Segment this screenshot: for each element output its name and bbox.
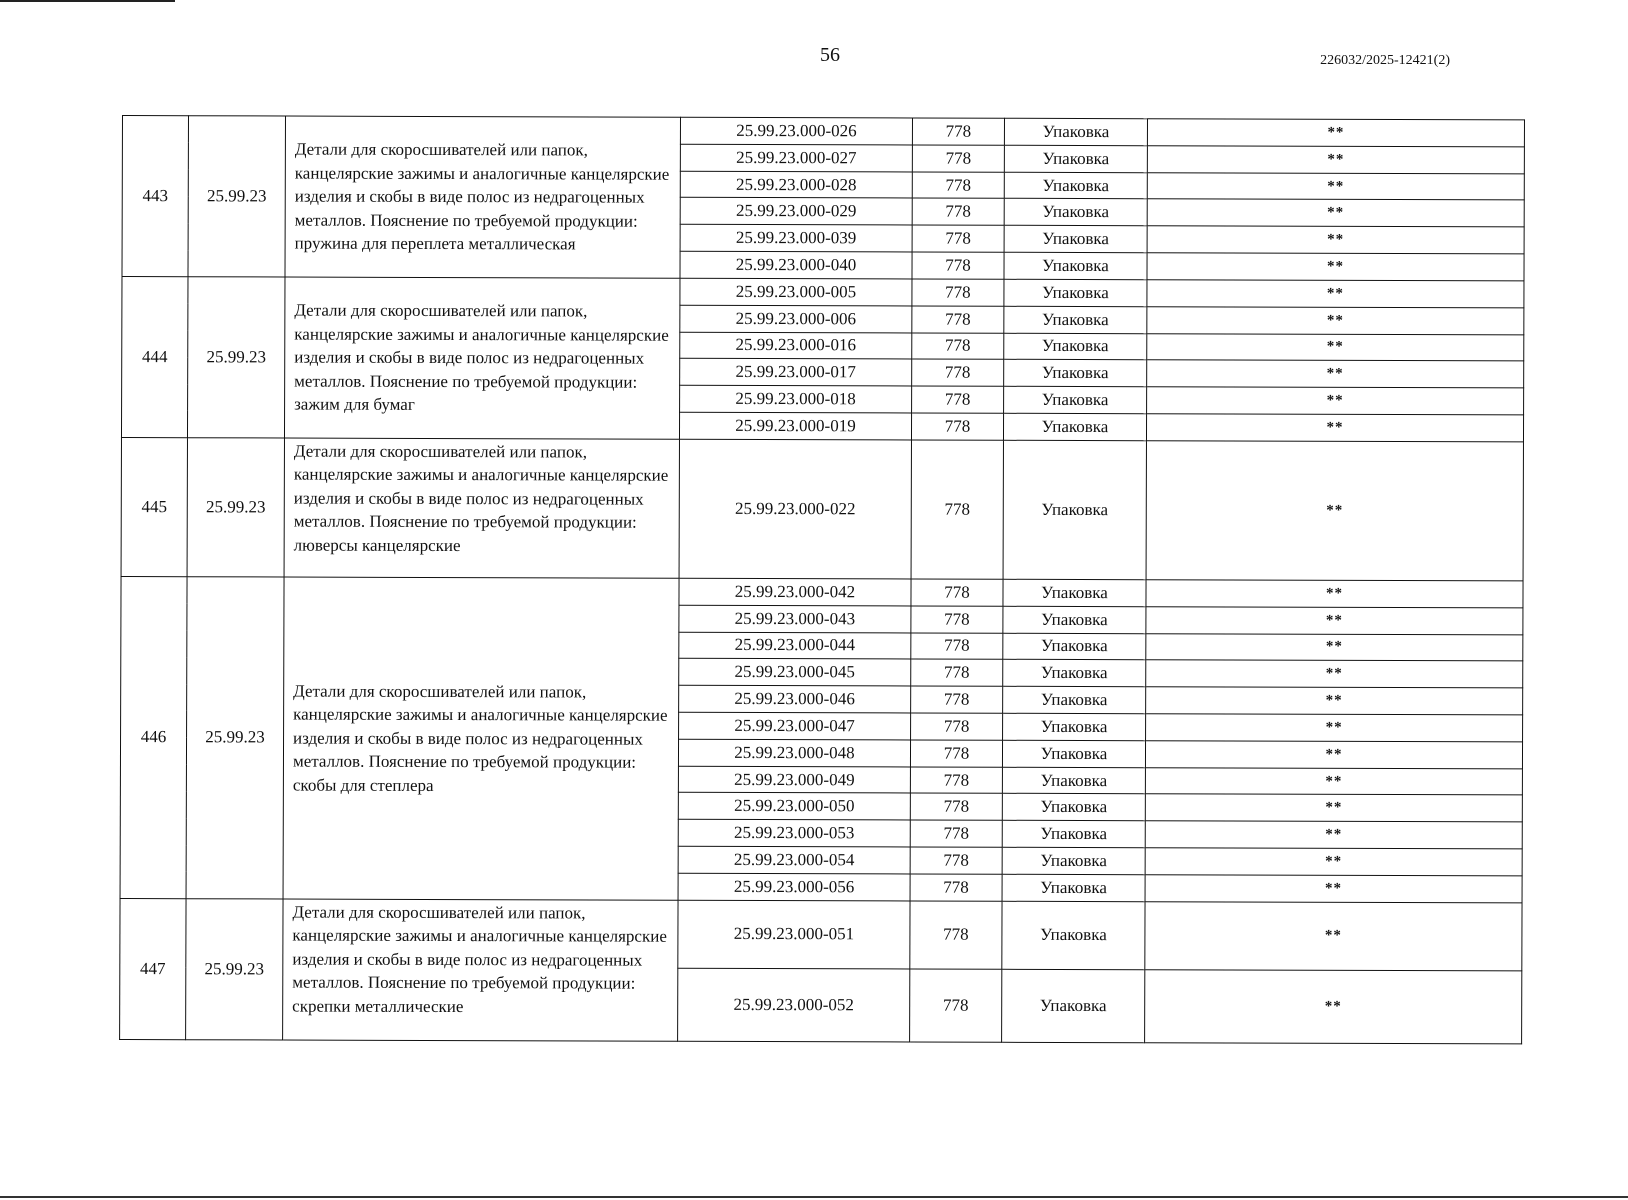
okei-code: 778 <box>910 969 1002 1042</box>
ktru-code: 25.99.23.000-044 <box>679 632 911 660</box>
unit-name: Упаковка <box>1004 172 1147 199</box>
mark-cell: ** <box>1147 306 1524 334</box>
okei-code: 778 <box>912 225 1004 252</box>
mark-cell: ** <box>1147 172 1524 200</box>
okei-code: 778 <box>912 332 1004 359</box>
mark-cell: ** <box>1145 821 1522 849</box>
unit-name: Упаковка <box>1002 969 1145 1042</box>
unit-name: Упаковка <box>1004 386 1147 413</box>
ktru-code: 25.99.23.000-029 <box>680 198 912 226</box>
okei-code: 778 <box>912 172 1004 199</box>
mark-cell: ** <box>1147 146 1524 174</box>
unit-name: Упаковка <box>1002 767 1145 794</box>
unit-name: Упаковка <box>1002 874 1145 901</box>
table-row <box>121 576 1523 607</box>
okpd-code: 25.99.23 <box>188 116 286 277</box>
unit-name: Упаковка <box>1003 660 1146 687</box>
unit-name: Упаковка <box>1004 199 1147 226</box>
okei-code: 778 <box>912 386 1004 413</box>
mark-cell: ** <box>1147 387 1524 415</box>
okpd-code: 25.99.23 <box>186 898 283 1040</box>
unit-name: Упаковка <box>1002 740 1145 767</box>
okpd-code: 25.99.23 <box>186 577 284 899</box>
okei-code: 778 <box>911 606 1003 633</box>
document-id: 226032/2025-12421(2) <box>1320 53 1450 68</box>
unit-name: Упаковка <box>1004 252 1147 279</box>
ktru-code: 25.99.23.000-039 <box>680 225 912 253</box>
mark-cell: ** <box>1147 360 1524 388</box>
unit-name: Упаковка <box>1004 360 1147 387</box>
mark-cell: ** <box>1147 119 1524 147</box>
okei-code: 778 <box>912 306 1004 333</box>
okei-code: 778 <box>911 440 1003 579</box>
mark-cell: ** <box>1147 280 1524 308</box>
top-rule <box>0 0 175 2</box>
okpd-code: 25.99.23 <box>187 277 285 438</box>
ktru-code: 25.99.23.000-005 <box>680 278 912 306</box>
ktru-code: 25.99.23.000-046 <box>679 685 911 713</box>
ktru-code: 25.99.23.000-027 <box>680 144 912 172</box>
table-row <box>122 276 1524 307</box>
ktru-code: 25.99.23.000-042 <box>679 578 911 606</box>
ktru-code: 25.99.23.000-026 <box>680 117 912 145</box>
ktru-code: 25.99.23.000-053 <box>678 819 910 847</box>
mark-cell: ** <box>1145 970 1522 1044</box>
table-row <box>121 437 1523 581</box>
okei-code: 778 <box>912 145 1004 172</box>
unit-name: Упаковка <box>1004 306 1147 333</box>
okei-code: 778 <box>912 118 1004 145</box>
mark-cell: ** <box>1146 606 1523 634</box>
okei-code: 778 <box>912 252 1004 279</box>
row-number: 445 <box>121 437 187 576</box>
okei-code: 778 <box>912 359 1004 386</box>
row-number: 446 <box>120 576 187 898</box>
ktru-code: 25.99.23.000-022 <box>679 439 911 579</box>
unit-name: Упаковка <box>1004 118 1147 145</box>
unit-name: Упаковка <box>1004 226 1147 253</box>
ktru-code: 25.99.23.000-017 <box>680 359 912 387</box>
ktru-code: 25.99.23.000-047 <box>679 712 911 740</box>
product-description: Детали для скоросшивателей или папок, канцелярские зажимы и аналогичные канцелярские изделия и скобы в виде полос из недрагоценных металлов. Пояснение по требуемой продукции: люверсы канцелярские <box>284 438 679 578</box>
ktru-code: 25.99.23.000-040 <box>680 251 912 279</box>
mark-cell: ** <box>1145 767 1522 795</box>
unit-name: Упаковка <box>1004 279 1147 306</box>
table-row <box>120 898 1522 971</box>
mark-cell: ** <box>1147 226 1524 254</box>
mark-cell: ** <box>1147 253 1524 281</box>
mark-cell: ** <box>1146 714 1523 742</box>
ktru-code: 25.99.23.000-051 <box>678 900 910 969</box>
okei-code: 778 <box>910 767 1002 794</box>
ktru-code: 25.99.23.000-006 <box>680 305 912 333</box>
mark-cell: ** <box>1147 333 1524 361</box>
row-number: 444 <box>121 276 188 437</box>
okei-code: 778 <box>910 847 1002 874</box>
mark-cell: ** <box>1146 687 1523 715</box>
mark-cell: ** <box>1146 660 1523 688</box>
unit-name: Упаковка <box>1003 413 1146 440</box>
table-row <box>122 116 1524 147</box>
mark-cell: ** <box>1145 875 1522 903</box>
page-number: 56 <box>820 44 840 66</box>
okei-code: 778 <box>910 740 1002 767</box>
product-description: Детали для скоросшивателей или папок, канцелярские зажимы и аналогичные канцелярские изделия и скобы в виде полос из недрагоценных металлов. Пояснение по требуемой продукции: зажим для бумаг <box>284 277 680 439</box>
ktru-code: 25.99.23.000-019 <box>679 412 911 440</box>
unit-name: Упаковка <box>1003 633 1146 660</box>
mark-cell: ** <box>1145 794 1522 822</box>
unit-name: Упаковка <box>1003 579 1146 606</box>
product-description: Детали для скоросшивателей или папок, канцелярские зажимы и аналогичные канцелярские изделия и скобы в виде полос из недрагоценных металлов. Пояснение по требуемой продукции: скобы для степлера <box>283 577 679 900</box>
ktru-code: 25.99.23.000-043 <box>679 605 911 633</box>
product-description: Детали для скоросшивателей или папок, канцелярские зажимы и аналогичные канцелярские изделия и скобы в виде полос из недрагоценных металлов. Пояснение по требуемой продукции: скрепки металлические <box>283 899 678 1042</box>
product-description: Детали для скоросшивателей или папок, канцелярские зажимы и аналогичные канцелярские изделия и скобы в виде полос из недрагоценных металлов. Пояснение по требуемой продукции: пружина для переплета металлическая <box>285 116 681 278</box>
okei-code: 778 <box>910 793 1002 820</box>
unit-name: Упаковка <box>1003 606 1146 633</box>
okei-code: 778 <box>910 901 1002 970</box>
ktru-code: 25.99.23.000-045 <box>679 659 911 687</box>
ktru-code: 25.99.23.000-048 <box>678 739 910 767</box>
mark-cell: ** <box>1147 199 1524 227</box>
ktru-code: 25.99.23.000-016 <box>680 332 912 360</box>
ktru-code: 25.99.23.000-054 <box>678 846 910 874</box>
okei-code: 778 <box>912 279 1004 306</box>
mark-cell: ** <box>1145 848 1522 876</box>
ktru-code: 25.99.23.000-050 <box>678 793 910 821</box>
mark-cell: ** <box>1145 901 1522 971</box>
unit-name: Упаковка <box>1003 713 1146 740</box>
bottom-rule <box>0 1196 1628 1198</box>
registry-table <box>119 115 1525 1044</box>
okei-code: 778 <box>911 579 1003 606</box>
ktru-code: 25.99.23.000-018 <box>680 385 912 413</box>
unit-name: Упаковка <box>1002 847 1145 874</box>
ktru-code: 25.99.23.000-052 <box>678 968 910 1042</box>
okei-code: 778 <box>911 413 1003 440</box>
unit-name: Упаковка <box>1003 686 1146 713</box>
okei-code: 778 <box>911 633 1003 660</box>
okpd-code: 25.99.23 <box>187 437 284 576</box>
ktru-code: 25.99.23.000-049 <box>678 766 910 794</box>
table-body <box>120 116 1525 1044</box>
unit-name: Упаковка <box>1003 440 1146 580</box>
okei-code: 778 <box>911 713 1003 740</box>
mark-cell: ** <box>1146 440 1523 580</box>
ktru-code: 25.99.23.000-028 <box>680 171 912 199</box>
mark-cell: ** <box>1146 580 1523 608</box>
mark-cell: ** <box>1146 633 1523 661</box>
ktru-code: 25.99.23.000-056 <box>678 873 910 901</box>
unit-name: Упаковка <box>1004 333 1147 360</box>
mark-cell: ** <box>1145 740 1522 768</box>
unit-name: Упаковка <box>1002 794 1145 821</box>
unit-name: Упаковка <box>1002 820 1145 847</box>
row-number: 443 <box>122 116 189 277</box>
unit-name: Упаковка <box>1002 901 1145 970</box>
mark-cell: ** <box>1146 414 1523 442</box>
row-number: 447 <box>120 898 186 1040</box>
unit-name: Упаковка <box>1004 145 1147 172</box>
okei-code: 778 <box>912 198 1004 225</box>
okei-code: 778 <box>910 874 1002 901</box>
okei-code: 778 <box>910 820 1002 847</box>
okei-code: 778 <box>911 686 1003 713</box>
okei-code: 778 <box>911 659 1003 686</box>
